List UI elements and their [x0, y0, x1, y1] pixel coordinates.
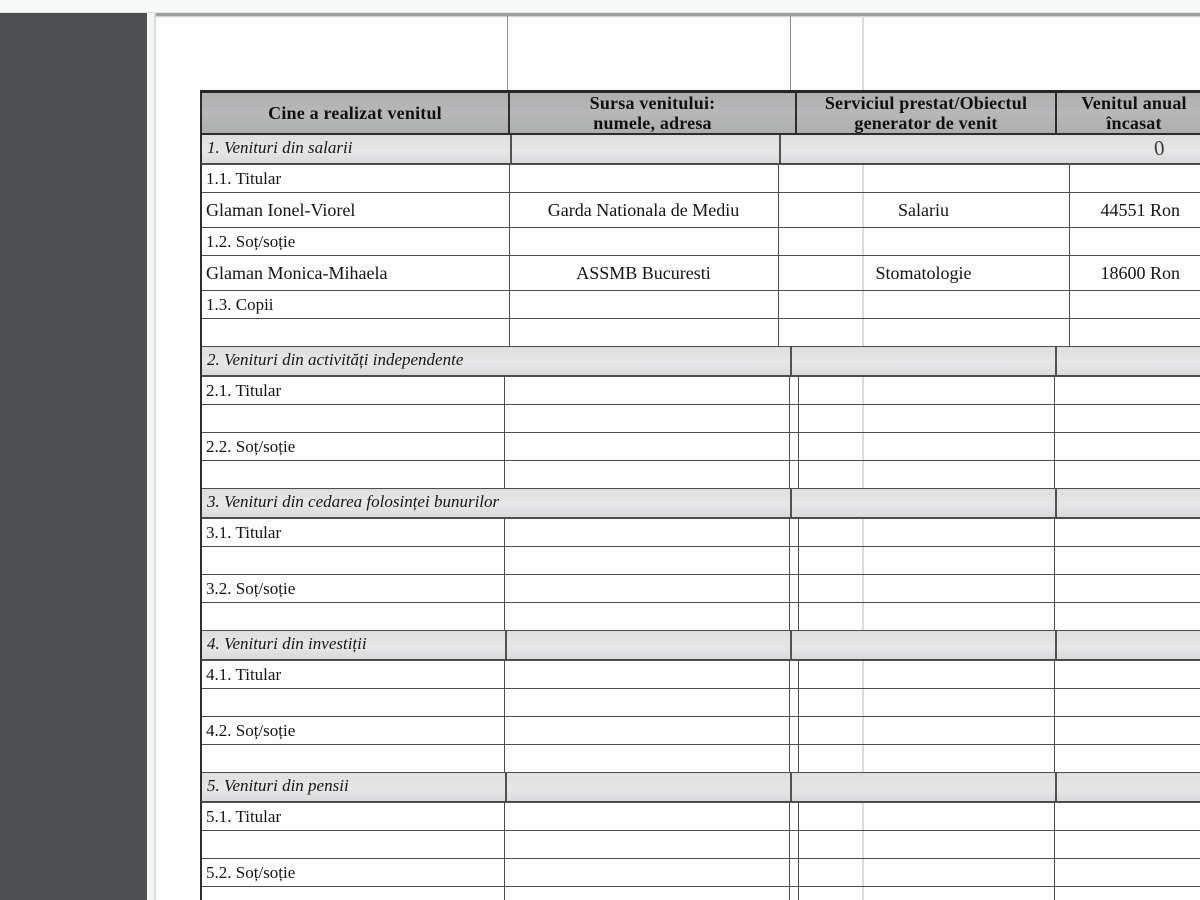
- cell-source: [504, 519, 789, 547]
- cell-spacer: [789, 745, 798, 773]
- section-header-row: [200, 347, 1200, 376]
- income-section: [200, 489, 1200, 631]
- cell-income: [1054, 405, 1200, 433]
- cell-income: [1069, 165, 1200, 193]
- table-row: [201, 377, 1200, 405]
- cell-spacer: [789, 461, 798, 489]
- cell-source: [504, 831, 789, 859]
- table-row: [201, 717, 1200, 745]
- cell-source: [504, 887, 789, 900]
- grid-line: [790, 631, 792, 659]
- cell-who: [201, 689, 504, 717]
- cell-service: [798, 575, 1054, 603]
- cell-service: [798, 405, 1054, 433]
- section-title: 4. Venituri din investiții: [207, 634, 367, 653]
- income-section: [200, 347, 1200, 489]
- table-row: [201, 461, 1200, 489]
- table-sections: [200, 135, 1200, 900]
- cell-service: [798, 831, 1054, 859]
- cell-spacer: [789, 859, 798, 887]
- grid-line: [1055, 489, 1057, 517]
- cell-spacer: [789, 887, 798, 900]
- cell-spacer: [789, 405, 798, 433]
- cell-source: [504, 377, 789, 405]
- cell-spacer: [789, 803, 798, 831]
- cell-source: [504, 547, 789, 575]
- cell-who: 5.2. Soț/soție: [201, 859, 504, 887]
- col-header-text: Sursa venitului:: [589, 93, 716, 113]
- page-gutter: [147, 13, 156, 900]
- cell-who: 3.2. Soț/soție: [201, 575, 504, 603]
- cell-who: 1.1. Titular: [201, 165, 509, 193]
- table-row: [201, 603, 1200, 631]
- cell-who: 2.2. Soț/soție: [201, 433, 504, 461]
- cell-who: [201, 831, 504, 859]
- table-row: [201, 291, 1200, 319]
- table-row: [201, 193, 1200, 228]
- cell-spacer: [789, 689, 798, 717]
- cell-service: [798, 433, 1054, 461]
- table-row: [201, 689, 1200, 717]
- grid-line: [779, 135, 781, 163]
- cell-who: [201, 547, 504, 575]
- cell-service: [778, 165, 1069, 193]
- cell-source: [504, 689, 789, 717]
- cell-source: [509, 228, 778, 256]
- cell-spacer: [789, 603, 798, 631]
- table-row: [201, 831, 1200, 859]
- table-row: [201, 575, 1200, 603]
- cell-service: [798, 519, 1054, 547]
- cell-income: [1069, 291, 1200, 319]
- cell-spacer: [789, 575, 798, 603]
- cell-service: [798, 887, 1054, 900]
- document-page[interactable]: [156, 13, 1200, 900]
- income-section: [200, 135, 1200, 347]
- cell-who: [201, 603, 504, 631]
- col-header-who: [201, 92, 509, 135]
- cell-who: [201, 745, 504, 773]
- cell-service: Stomatologie: [778, 256, 1069, 291]
- cell-income: [1054, 831, 1200, 859]
- section-title: 2. Venituri din activități independente: [207, 350, 464, 369]
- section-header-row: [200, 489, 1200, 518]
- cell-income: [1069, 228, 1200, 256]
- col-header-source: [509, 92, 796, 135]
- cell-source: [504, 405, 789, 433]
- income-section: [200, 631, 1200, 773]
- cell-spacer: [789, 519, 798, 547]
- cell-source: [504, 433, 789, 461]
- cell-source: [504, 803, 789, 831]
- cell-service: Salariu: [778, 193, 1069, 228]
- cell-income: [1054, 745, 1200, 773]
- table-row: [201, 405, 1200, 433]
- table-row: [201, 256, 1200, 291]
- cell-service: [778, 291, 1069, 319]
- table-row: [201, 859, 1200, 887]
- cell-who: 2.1. Titular: [201, 377, 504, 405]
- col-header-text: încasat: [1106, 113, 1162, 133]
- cell-who: [201, 461, 504, 489]
- cell-source: ASSMB Bucuresti: [509, 256, 778, 291]
- cell-service: [798, 377, 1054, 405]
- grid-line: [1055, 631, 1057, 659]
- section-header-row: [200, 773, 1200, 802]
- cell-who: 1.2. Soț/soție: [201, 228, 509, 256]
- cell-source: [504, 575, 789, 603]
- cell-source: [504, 745, 789, 773]
- cell-income: [1069, 319, 1200, 347]
- section-grid: [200, 660, 1200, 773]
- cell-income: [1054, 603, 1200, 631]
- cell-income: [1054, 859, 1200, 887]
- grid-line: [510, 135, 512, 163]
- grid-line: [505, 773, 507, 801]
- browser-top-strip: [0, 0, 1200, 13]
- cell-who: 1.3. Copii: [201, 291, 509, 319]
- col-header-text: Cine a realizat venitul: [268, 103, 442, 123]
- cell-income: [1054, 575, 1200, 603]
- cell-service: [798, 461, 1054, 489]
- col-header-income: [1056, 92, 1200, 135]
- section-header-row: [200, 135, 1200, 164]
- scan-fold-line: [507, 16, 508, 90]
- table-row: [201, 547, 1200, 575]
- cell-service: [798, 745, 1054, 773]
- cell-source: [504, 717, 789, 745]
- cell-spacer: [789, 717, 798, 745]
- section-grid: [200, 802, 1200, 900]
- cell-spacer: [789, 831, 798, 859]
- cell-service: [778, 228, 1069, 256]
- grid-line: [1055, 347, 1057, 375]
- grid-line: [790, 773, 792, 801]
- cell-who: [201, 319, 509, 347]
- cell-who: 4.2. Soț/soție: [201, 717, 504, 745]
- cell-source: [504, 661, 789, 689]
- stamp-mark: 0: [1152, 135, 1166, 161]
- cell-income: [1054, 803, 1200, 831]
- col-header-text: Serviciul prestat/Obiectul: [824, 93, 1028, 113]
- table-header-row: [200, 90, 1200, 135]
- cell-source: [504, 603, 789, 631]
- cell-income: 44551 Ron: [1069, 193, 1200, 228]
- cell-service: [798, 717, 1054, 745]
- scan-fold-line: [790, 16, 791, 90]
- table-row: [201, 887, 1200, 900]
- section-grid: [200, 164, 1200, 347]
- cell-spacer: [789, 433, 798, 461]
- cell-service: [798, 603, 1054, 631]
- cell-spacer: [789, 661, 798, 689]
- table-row: [201, 228, 1200, 256]
- cell-who: 3.1. Titular: [201, 519, 504, 547]
- cell-income: [1054, 689, 1200, 717]
- cell-who: [201, 887, 504, 900]
- cell-who: 4.1. Titular: [201, 661, 504, 689]
- cell-source: [509, 291, 778, 319]
- cell-who: [201, 405, 504, 433]
- scan-edge-line: [156, 13, 1200, 16]
- cell-income: [1054, 461, 1200, 489]
- grid-line: [1055, 773, 1057, 801]
- cell-service: [798, 859, 1054, 887]
- table-row: [201, 165, 1200, 193]
- cell-who: Glaman Ionel-Viorel: [201, 193, 509, 228]
- table-row: [201, 519, 1200, 547]
- cell-source: [504, 461, 789, 489]
- table-row: [201, 745, 1200, 773]
- cell-income: [1054, 377, 1200, 405]
- col-header-text: generator de venit: [854, 113, 998, 133]
- income-table: [200, 90, 1200, 900]
- cell-service: [798, 803, 1054, 831]
- cell-income: [1054, 887, 1200, 900]
- viewer-sidebar: [0, 13, 147, 900]
- cell-income: 18600 Ron: [1069, 256, 1200, 291]
- cell-source: [509, 165, 778, 193]
- cell-income: [1054, 661, 1200, 689]
- section-grid: [200, 518, 1200, 631]
- cell-income: [1054, 519, 1200, 547]
- cell-service: [798, 661, 1054, 689]
- section-title: 3. Venituri din cedarea folosinței bunurilor: [207, 492, 500, 511]
- section-title: 5. Venituri din pensii: [207, 776, 349, 795]
- table-row: [201, 803, 1200, 831]
- grid-line: [505, 631, 507, 659]
- table-row: [201, 319, 1200, 347]
- col-header-service: [796, 92, 1056, 135]
- cell-income: [1054, 717, 1200, 745]
- cell-source: [504, 859, 789, 887]
- cell-service: [778, 319, 1069, 347]
- cell-spacer: [789, 547, 798, 575]
- income-section: [200, 773, 1200, 900]
- table-row: [201, 433, 1200, 461]
- cell-spacer: [789, 377, 798, 405]
- section-grid: [200, 376, 1200, 489]
- grid-line: [790, 489, 792, 517]
- col-header-text: Venitul anual: [1081, 93, 1187, 113]
- section-header-row: [200, 631, 1200, 660]
- cell-who: 5.1. Titular: [201, 803, 504, 831]
- grid-line: [790, 347, 792, 375]
- cell-income: [1054, 547, 1200, 575]
- cell-source: Garda Nationala de Mediu: [509, 193, 778, 228]
- cell-service: [798, 547, 1054, 575]
- cell-who: Glaman Monica-Mihaela: [201, 256, 509, 291]
- table-row: [201, 661, 1200, 689]
- cell-service: [798, 689, 1054, 717]
- cell-source: [509, 319, 778, 347]
- section-title: 1. Venituri din salarii: [207, 138, 353, 157]
- col-header-text: numele, adresa: [593, 113, 712, 133]
- cell-income: [1054, 433, 1200, 461]
